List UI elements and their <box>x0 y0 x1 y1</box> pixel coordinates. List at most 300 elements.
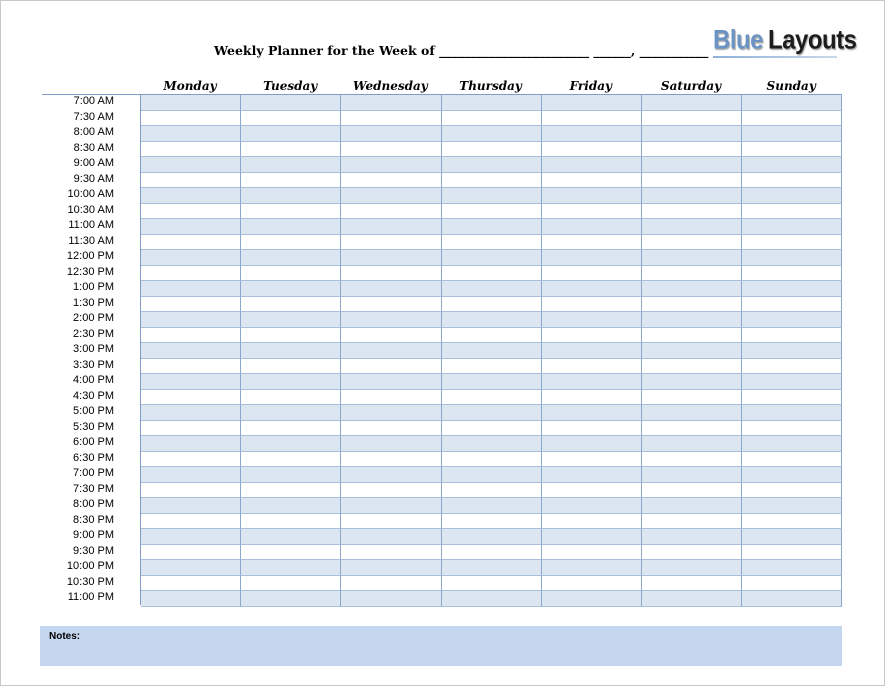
slot-cell-thursday[interactable] <box>442 514 542 530</box>
day-header-wednesday: Wednesday <box>353 79 428 93</box>
slot-cell-tuesday[interactable] <box>241 529 341 545</box>
time-slot-row <box>141 312 842 328</box>
slot-cell-tuesday[interactable] <box>241 219 341 235</box>
time-label: 9:30 AM <box>73 172 114 185</box>
slot-cell-friday[interactable] <box>542 126 642 142</box>
slot-cell-monday[interactable] <box>141 266 241 282</box>
logo-part-blue: Blue <box>713 25 764 56</box>
slot-cell-sunday[interactable] <box>742 483 842 499</box>
time-label: 7:00 PM <box>73 467 114 479</box>
slot-cell-tuesday[interactable] <box>241 359 341 375</box>
time-slot-row <box>141 95 842 111</box>
slot-cell-friday[interactable] <box>542 591 642 607</box>
slot-cell-saturday[interactable] <box>642 452 742 468</box>
slot-cell-monday[interactable] <box>141 390 241 406</box>
slot-cell-saturday[interactable] <box>642 312 742 328</box>
slot-cell-sunday[interactable] <box>742 529 842 545</box>
time-slot-row <box>141 405 842 421</box>
slot-cell-friday[interactable] <box>542 421 642 437</box>
slot-cell-tuesday[interactable] <box>241 591 341 607</box>
slot-cell-monday[interactable] <box>141 452 241 468</box>
time-label: 10:30 AM <box>67 203 114 216</box>
slot-cell-saturday[interactable] <box>642 498 742 514</box>
slot-cell-thursday[interactable] <box>442 281 542 297</box>
slot-cell-sunday[interactable] <box>742 390 842 406</box>
slot-cell-saturday[interactable] <box>642 421 742 437</box>
slot-cell-saturday[interactable] <box>642 576 742 592</box>
time-slot-row <box>141 498 842 514</box>
slot-cell-wednesday[interactable] <box>341 297 441 313</box>
slot-cell-tuesday[interactable] <box>241 467 341 483</box>
slot-cell-friday[interactable] <box>542 498 642 514</box>
time-label: 1:30 PM <box>73 296 114 309</box>
slot-cell-thursday[interactable] <box>442 235 542 251</box>
slot-cell-monday[interactable] <box>141 545 241 561</box>
slot-cell-wednesday[interactable] <box>341 126 441 142</box>
slot-cell-monday[interactable] <box>141 126 241 142</box>
slot-cell-tuesday[interactable] <box>241 405 341 421</box>
slot-cell-friday[interactable] <box>542 514 642 530</box>
slot-cell-wednesday[interactable] <box>341 343 441 359</box>
slot-cell-sunday[interactable] <box>742 591 842 607</box>
slot-cell-wednesday[interactable] <box>341 359 441 375</box>
slot-cell-sunday[interactable] <box>742 219 842 235</box>
slot-cell-monday[interactable] <box>141 560 241 576</box>
slot-cell-wednesday[interactable] <box>341 235 441 251</box>
slot-cell-monday[interactable] <box>141 188 241 204</box>
slot-cell-thursday[interactable] <box>442 545 542 561</box>
time-slot-row <box>141 545 842 561</box>
time-label: 12:00 PM <box>66 250 114 262</box>
time-label: 3:30 PM <box>73 358 114 371</box>
slot-cell-saturday[interactable] <box>642 188 742 204</box>
time-label: 2:30 PM <box>73 327 114 340</box>
slot-cell-friday[interactable] <box>542 204 642 220</box>
blue-layouts-logo <box>713 27 857 55</box>
slot-cell-sunday[interactable] <box>742 188 842 204</box>
slot-cell-saturday[interactable] <box>642 483 742 499</box>
slot-cell-tuesday[interactable] <box>241 142 341 158</box>
time-slot-row <box>141 452 842 468</box>
slot-cell-thursday[interactable] <box>442 452 542 468</box>
slot-cell-tuesday[interactable] <box>241 483 341 499</box>
slot-cell-friday[interactable] <box>542 529 642 545</box>
time-label: 10:00 PM <box>66 560 114 572</box>
slot-cell-wednesday[interactable] <box>341 560 441 576</box>
slot-cell-saturday[interactable] <box>642 591 742 607</box>
slot-cell-friday[interactable] <box>542 111 642 127</box>
slot-cell-tuesday[interactable] <box>241 188 341 204</box>
slot-cell-friday[interactable] <box>542 436 642 452</box>
slot-cell-wednesday[interactable] <box>341 266 441 282</box>
time-label: 6:30 PM <box>73 451 114 464</box>
slot-cell-thursday[interactable] <box>442 576 542 592</box>
time-label: 7:30 AM <box>73 110 114 123</box>
slot-cell-tuesday[interactable] <box>241 576 341 592</box>
time-label: 11:00 AM <box>68 219 114 231</box>
slot-cell-thursday[interactable] <box>442 95 542 111</box>
time-slot-row <box>141 328 842 344</box>
slot-cell-friday[interactable] <box>542 560 642 576</box>
slot-cell-thursday[interactable] <box>442 359 542 375</box>
slot-cell-thursday[interactable] <box>442 436 542 452</box>
slot-cell-thursday[interactable] <box>442 374 542 390</box>
slot-cell-monday[interactable] <box>141 111 241 127</box>
time-label: 2:00 PM <box>73 312 114 324</box>
slot-cell-thursday[interactable] <box>442 219 542 235</box>
slot-cell-wednesday[interactable] <box>341 514 441 530</box>
slot-cell-friday[interactable] <box>542 297 642 313</box>
slot-cell-monday[interactable] <box>141 436 241 452</box>
time-label: 8:30 PM <box>73 513 114 526</box>
slot-cell-friday[interactable] <box>542 328 642 344</box>
slot-cell-tuesday[interactable] <box>241 452 341 468</box>
slot-cell-wednesday[interactable] <box>341 467 441 483</box>
time-label: 11:00 PM <box>67 591 114 603</box>
time-slot-row <box>141 126 842 142</box>
time-slot-row <box>141 250 842 266</box>
slot-cell-tuesday[interactable] <box>241 297 341 313</box>
slot-cell-thursday[interactable] <box>442 297 542 313</box>
slot-cell-monday[interactable] <box>141 576 241 592</box>
slot-cell-saturday[interactable] <box>642 111 742 127</box>
slot-cell-monday[interactable] <box>141 498 241 514</box>
time-slot-row <box>141 390 842 406</box>
slot-cell-thursday[interactable] <box>442 343 542 359</box>
slot-cell-monday[interactable] <box>141 235 241 251</box>
slot-cell-saturday[interactable] <box>642 405 742 421</box>
slot-cell-thursday[interactable] <box>442 467 542 483</box>
slot-cell-monday[interactable] <box>141 467 241 483</box>
time-slot-row <box>141 467 842 483</box>
slot-cell-tuesday[interactable] <box>241 281 341 297</box>
slot-cell-friday[interactable] <box>542 576 642 592</box>
slot-cell-thursday[interactable] <box>442 591 542 607</box>
slot-cell-wednesday[interactable] <box>341 545 441 561</box>
day-header-tuesday: Tuesday <box>263 79 318 93</box>
slot-cell-thursday[interactable] <box>442 390 542 406</box>
slot-cell-saturday[interactable] <box>642 204 742 220</box>
slot-cell-sunday[interactable] <box>742 126 842 142</box>
slot-cell-saturday[interactable] <box>642 343 742 359</box>
time-label: 9:00 AM <box>73 157 114 169</box>
slot-cell-sunday[interactable] <box>742 359 842 375</box>
slot-cell-wednesday[interactable] <box>341 95 441 111</box>
slot-cell-monday[interactable] <box>141 591 241 607</box>
time-slot-row <box>141 297 842 313</box>
slot-cell-thursday[interactable] <box>442 188 542 204</box>
slot-cell-monday[interactable] <box>141 250 241 266</box>
time-slot-row <box>141 204 842 220</box>
slot-cell-tuesday[interactable] <box>241 204 341 220</box>
slot-cell-thursday[interactable] <box>442 157 542 173</box>
time-label: 8:30 AM <box>73 141 114 154</box>
slot-cell-friday[interactable] <box>542 374 642 390</box>
time-label: 10:30 PM <box>66 575 114 588</box>
slot-cell-friday[interactable] <box>542 390 642 406</box>
time-slot-row <box>141 111 842 127</box>
slot-cell-tuesday[interactable] <box>241 126 341 142</box>
slot-cell-wednesday[interactable] <box>341 111 441 127</box>
slot-cell-thursday[interactable] <box>442 111 542 127</box>
slot-cell-wednesday[interactable] <box>341 328 441 344</box>
slot-cell-saturday[interactable] <box>642 219 742 235</box>
slot-cell-saturday[interactable] <box>642 359 742 375</box>
logo-part-layouts: Layouts <box>768 25 857 56</box>
time-label: 1:00 PM <box>73 281 114 293</box>
slot-cell-monday[interactable] <box>141 359 241 375</box>
slot-cell-monday[interactable] <box>141 204 241 220</box>
slot-cell-saturday[interactable] <box>642 126 742 142</box>
time-slot-row <box>141 157 842 173</box>
slot-cell-friday[interactable] <box>542 142 642 158</box>
slot-cell-sunday[interactable] <box>742 498 842 514</box>
slot-cell-sunday[interactable] <box>742 545 842 561</box>
time-slot-row <box>141 281 842 297</box>
slot-cell-sunday[interactable] <box>742 95 842 111</box>
slot-cell-saturday[interactable] <box>642 250 742 266</box>
slot-cell-wednesday[interactable] <box>341 173 441 189</box>
slot-cell-tuesday[interactable] <box>241 436 341 452</box>
slot-cell-thursday[interactable] <box>442 421 542 437</box>
slot-cell-wednesday[interactable] <box>341 281 441 297</box>
time-label: 7:00 AM <box>73 95 114 107</box>
time-slot-row <box>141 514 842 530</box>
time-slot-row <box>141 591 842 607</box>
slot-cell-wednesday[interactable] <box>341 498 441 514</box>
slot-cell-monday[interactable] <box>141 219 241 235</box>
slot-cell-sunday[interactable] <box>742 374 842 390</box>
slot-cell-tuesday[interactable] <box>241 111 341 127</box>
slot-cell-monday[interactable] <box>141 343 241 359</box>
slot-cell-sunday[interactable] <box>742 173 842 189</box>
slot-cell-saturday[interactable] <box>642 266 742 282</box>
slot-cell-wednesday[interactable] <box>341 374 441 390</box>
slot-cell-tuesday[interactable] <box>241 250 341 266</box>
time-label: 3:00 PM <box>73 343 114 355</box>
slot-cell-tuesday[interactable] <box>241 328 341 344</box>
slot-cell-saturday[interactable] <box>642 142 742 158</box>
slot-cell-wednesday[interactable] <box>341 483 441 499</box>
slot-cell-tuesday[interactable] <box>241 514 341 530</box>
time-slot-row <box>141 560 842 576</box>
slot-cell-thursday[interactable] <box>442 498 542 514</box>
slot-cell-friday[interactable] <box>542 452 642 468</box>
slot-cell-friday[interactable] <box>542 343 642 359</box>
time-label: 10:00 AM <box>67 188 114 200</box>
slot-cell-thursday[interactable] <box>442 483 542 499</box>
slot-cell-saturday[interactable] <box>642 529 742 545</box>
slot-cell-sunday[interactable] <box>742 157 842 173</box>
slot-cell-tuesday[interactable] <box>241 343 341 359</box>
slot-cell-sunday[interactable] <box>742 560 842 576</box>
slot-cell-sunday[interactable] <box>742 204 842 220</box>
time-label: 11:30 AM <box>68 234 114 247</box>
slot-cell-saturday[interactable] <box>642 390 742 406</box>
slot-cell-saturday[interactable] <box>642 281 742 297</box>
slot-cell-saturday[interactable] <box>642 328 742 344</box>
slot-cell-saturday[interactable] <box>642 173 742 189</box>
slot-cell-friday[interactable] <box>542 219 642 235</box>
slot-cell-tuesday[interactable] <box>241 421 341 437</box>
slot-cell-friday[interactable] <box>542 405 642 421</box>
slot-cell-wednesday[interactable] <box>341 157 441 173</box>
slot-cell-wednesday[interactable] <box>341 576 441 592</box>
slot-cell-wednesday[interactable] <box>341 188 441 204</box>
slot-cell-saturday[interactable] <box>642 514 742 530</box>
slot-cell-monday[interactable] <box>141 312 241 328</box>
slot-cell-saturday[interactable] <box>642 560 742 576</box>
slot-cell-saturday[interactable] <box>642 95 742 111</box>
slot-cell-wednesday[interactable] <box>341 312 441 328</box>
slot-cell-sunday[interactable] <box>742 142 842 158</box>
slot-cell-monday[interactable] <box>141 405 241 421</box>
slot-cell-wednesday[interactable] <box>341 436 441 452</box>
slot-cell-thursday[interactable] <box>442 560 542 576</box>
slot-cell-wednesday[interactable] <box>341 421 441 437</box>
slot-cell-tuesday[interactable] <box>241 390 341 406</box>
slot-cell-friday[interactable] <box>542 188 642 204</box>
slot-cell-monday[interactable] <box>141 328 241 344</box>
slot-cell-saturday[interactable] <box>642 235 742 251</box>
slot-cell-monday[interactable] <box>141 142 241 158</box>
slot-cell-wednesday[interactable] <box>341 529 441 545</box>
slot-cell-tuesday[interactable] <box>241 173 341 189</box>
slot-cell-sunday[interactable] <box>742 281 842 297</box>
notes-label: Notes: <box>49 631 81 642</box>
slot-cell-thursday[interactable] <box>442 173 542 189</box>
slot-cell-sunday[interactable] <box>742 297 842 313</box>
slot-cell-sunday[interactable] <box>742 111 842 127</box>
time-slot-row <box>141 483 842 499</box>
time-label: 8:00 PM <box>73 498 114 510</box>
slot-cell-tuesday[interactable] <box>241 157 341 173</box>
slot-cell-tuesday[interactable] <box>241 374 341 390</box>
time-label: 6:00 PM <box>73 436 114 448</box>
time-slot-row <box>141 359 842 375</box>
slot-cell-sunday[interactable] <box>742 514 842 530</box>
slot-cell-friday[interactable] <box>542 312 642 328</box>
slot-cell-monday[interactable] <box>141 514 241 530</box>
slot-cell-friday[interactable] <box>542 157 642 173</box>
slot-cell-friday[interactable] <box>542 483 642 499</box>
slot-cell-friday[interactable] <box>542 359 642 375</box>
slot-cell-monday[interactable] <box>141 95 241 111</box>
slot-cell-tuesday[interactable] <box>241 95 341 111</box>
slot-cell-saturday[interactable] <box>642 297 742 313</box>
slot-cell-saturday[interactable] <box>642 374 742 390</box>
slot-cell-saturday[interactable] <box>642 545 742 561</box>
time-label: 9:00 PM <box>73 529 114 541</box>
slot-cell-sunday[interactable] <box>742 343 842 359</box>
slot-cell-monday[interactable] <box>141 281 241 297</box>
slot-cell-friday[interactable] <box>542 250 642 266</box>
slot-cell-tuesday[interactable] <box>241 545 341 561</box>
slot-cell-wednesday[interactable] <box>341 591 441 607</box>
time-slot-row <box>141 436 842 452</box>
slot-cell-wednesday[interactable] <box>341 219 441 235</box>
slot-cell-monday[interactable] <box>141 529 241 545</box>
slot-cell-saturday[interactable] <box>642 467 742 483</box>
time-label: 7:30 PM <box>73 482 114 495</box>
slot-cell-friday[interactable] <box>542 281 642 297</box>
slot-cell-sunday[interactable] <box>742 421 842 437</box>
day-header-sunday: Sunday <box>766 79 816 93</box>
slot-cell-thursday[interactable] <box>442 405 542 421</box>
slot-cell-sunday[interactable] <box>742 328 842 344</box>
time-slot-row <box>141 421 842 437</box>
slot-cell-sunday[interactable] <box>742 266 842 282</box>
slot-cell-tuesday[interactable] <box>241 560 341 576</box>
slot-cell-friday[interactable] <box>542 467 642 483</box>
slot-cell-monday[interactable] <box>141 157 241 173</box>
slot-cell-monday[interactable] <box>141 173 241 189</box>
slot-cell-thursday[interactable] <box>442 266 542 282</box>
time-label: 4:00 PM <box>73 374 114 386</box>
slot-cell-friday[interactable] <box>542 266 642 282</box>
slot-cell-thursday[interactable] <box>442 328 542 344</box>
slot-cell-wednesday[interactable] <box>341 142 441 158</box>
slot-cell-friday[interactable] <box>542 235 642 251</box>
slot-cell-thursday[interactable] <box>442 250 542 266</box>
time-slot-row <box>141 343 842 359</box>
slot-cell-sunday[interactable] <box>742 250 842 266</box>
slot-cell-monday[interactable] <box>141 421 241 437</box>
slot-cell-friday[interactable] <box>542 95 642 111</box>
slot-cell-wednesday[interactable] <box>341 204 441 220</box>
time-slot-row <box>141 219 842 235</box>
time-slot-row <box>141 188 842 204</box>
slot-cell-tuesday[interactable] <box>241 235 341 251</box>
slot-cell-tuesday[interactable] <box>241 266 341 282</box>
slot-cell-wednesday[interactable] <box>341 452 441 468</box>
slot-cell-wednesday[interactable] <box>341 250 441 266</box>
slot-cell-wednesday[interactable] <box>341 405 441 421</box>
slot-cell-thursday[interactable] <box>442 312 542 328</box>
time-label: 5:00 PM <box>73 405 114 417</box>
slot-cell-thursday[interactable] <box>442 529 542 545</box>
time-slot-row <box>141 576 842 592</box>
slot-cell-sunday[interactable] <box>742 436 842 452</box>
slot-cell-thursday[interactable] <box>442 126 542 142</box>
slot-cell-monday[interactable] <box>141 483 241 499</box>
time-slot-row <box>141 529 842 545</box>
day-header-monday: Monday <box>163 79 217 93</box>
slot-cell-thursday[interactable] <box>442 142 542 158</box>
slot-cell-monday[interactable] <box>141 297 241 313</box>
time-slot-row <box>141 173 842 189</box>
slot-cell-friday[interactable] <box>542 173 642 189</box>
slot-cell-friday[interactable] <box>542 545 642 561</box>
slot-cell-saturday[interactable] <box>642 157 742 173</box>
slot-cell-sunday[interactable] <box>742 467 842 483</box>
slot-cell-thursday[interactable] <box>442 204 542 220</box>
slot-cell-sunday[interactable] <box>742 235 842 251</box>
slot-cell-tuesday[interactable] <box>241 498 341 514</box>
slot-cell-sunday[interactable] <box>742 312 842 328</box>
slot-cell-tuesday[interactable] <box>241 312 341 328</box>
slot-cell-wednesday[interactable] <box>341 390 441 406</box>
slot-cell-monday[interactable] <box>141 374 241 390</box>
time-label: 8:00 AM <box>73 126 114 138</box>
day-header-friday: Friday <box>569 79 612 93</box>
time-slot-row <box>141 235 842 251</box>
notes-box[interactable] <box>40 626 842 666</box>
slot-cell-sunday[interactable] <box>742 576 842 592</box>
slot-cell-sunday[interactable] <box>742 452 842 468</box>
slot-cell-saturday[interactable] <box>642 436 742 452</box>
slot-cell-sunday[interactable] <box>742 405 842 421</box>
